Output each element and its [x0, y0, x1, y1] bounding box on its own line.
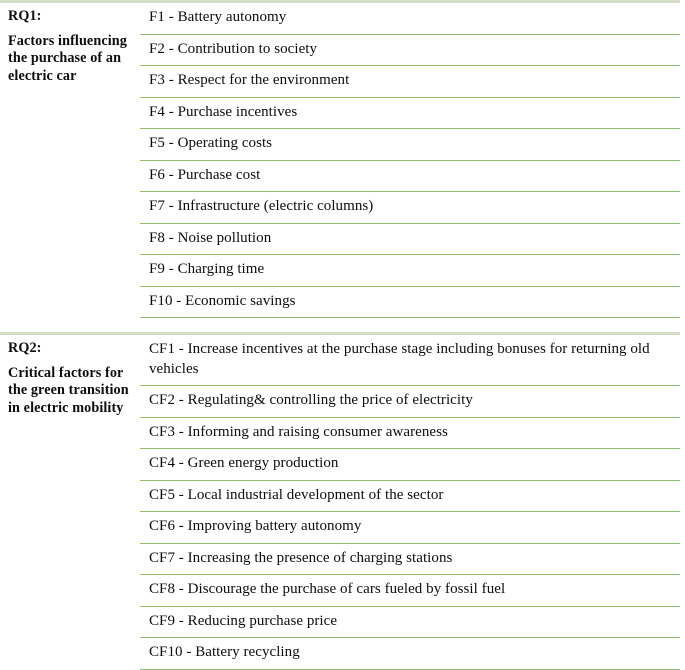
items-list-rq2 [140, 335, 680, 670]
list-item: F5 - Operating costs [140, 129, 680, 161]
list-item: F1 - Battery autonomy [140, 3, 680, 35]
list-item: F8 - Noise pollution [140, 224, 680, 256]
section-label-rq2 [0, 335, 140, 423]
section-id-rq2: RQ2: [8, 340, 42, 356]
list-item: F3 - Respect for the environment [140, 66, 680, 98]
list-item: CF4 - Green energy production [140, 449, 680, 481]
list-item: CF10 - Battery recycling [140, 638, 680, 670]
list-item: CF7 - Increasing the presence of charging stations [140, 544, 680, 576]
list-item: F7 - Infrastructure (electric columns) [140, 192, 680, 224]
section-rq2 [0, 332, 685, 670]
section-id-rq1: RQ1: [8, 8, 42, 24]
list-item: CF5 - Local industrial development of the sector [140, 481, 680, 513]
section-description-rq1: Factors influencing the purchase of an electric car [8, 33, 127, 84]
list-item: F6 - Purchase cost [140, 161, 680, 193]
section-body-rq2 [0, 335, 685, 670]
section-description-rq2: Critical factors for the green transition in electric mobility [8, 365, 129, 416]
section-gap [0, 318, 685, 332]
items-list-rq1 [140, 3, 680, 318]
list-item: F10 - Economic savings [140, 287, 680, 319]
list-item: CF9 - Reducing purchase price [140, 607, 680, 639]
section-body-rq1 [0, 3, 685, 318]
section-rq1 [0, 0, 685, 318]
list-item: CF1 - Increase incentives at the purchase stage including bonuses for returning old vehicles [140, 335, 680, 386]
list-item: F2 - Contribution to society [140, 35, 680, 67]
list-item: F4 - Purchase incentives [140, 98, 680, 130]
list-item: CF3 - Informing and raising consumer awareness [140, 418, 680, 450]
list-item: CF2 - Regulating& controlling the price of electricity [140, 386, 680, 418]
section-label-rq1 [0, 3, 140, 91]
list-item: CF6 - Improving battery autonomy [140, 512, 680, 544]
list-item: CF8 - Discourage the purchase of cars fueled by fossil fuel [140, 575, 680, 607]
list-item: F9 - Charging time [140, 255, 680, 287]
